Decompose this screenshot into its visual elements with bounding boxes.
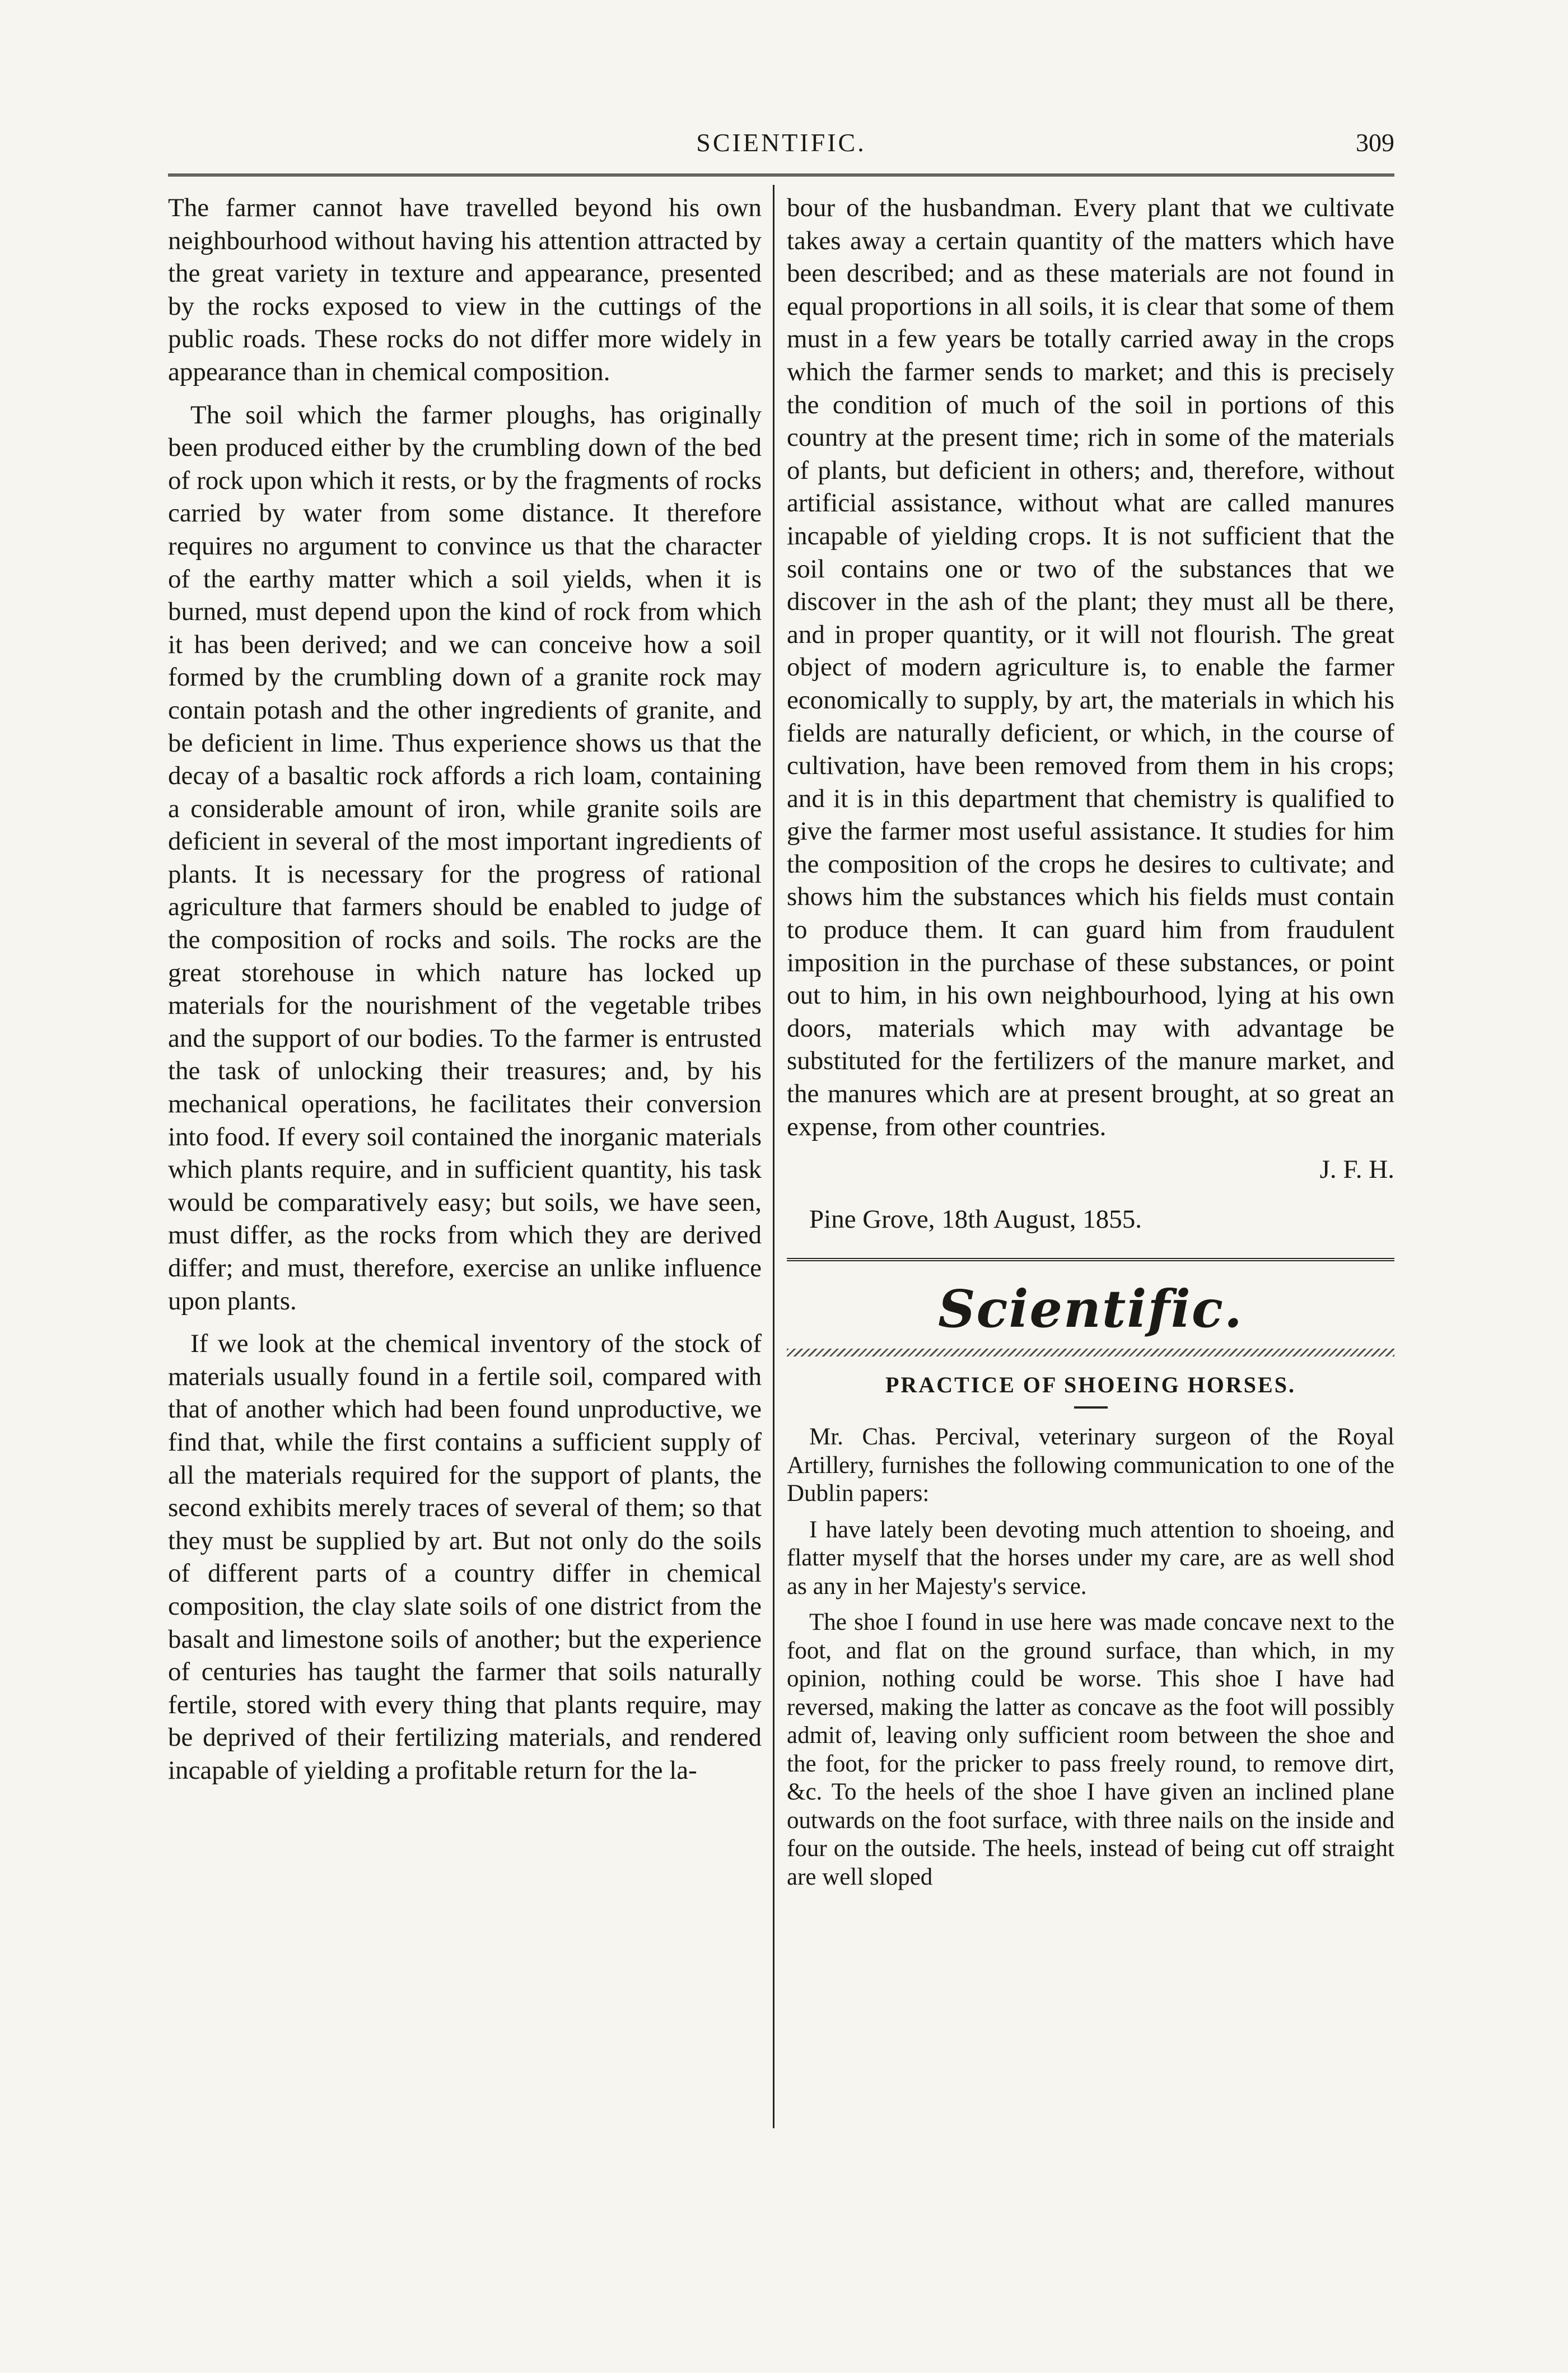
column-divider bbox=[773, 185, 774, 2128]
right-column bbox=[787, 192, 1394, 1899]
dateline: Pine Grove, 18th August, 1855. bbox=[809, 1204, 1142, 1234]
paragraph: The soil which the farmer ploughs, has originally been produced either by the crumbling down of the bed of rock upon which it rests, or by the fragments of rocks carried by water from some distance. It therefore requires no argument to convince us that the character of the earthy matter which a soil yields, when it is burned, must depend upon the kind of rock from which it has been derived; and we can conceive how a soil formed by the crumbling down of a granite rock may contain potash and the other ingredients of granite, and be deficient in lime. Thus experience shows us that the decay of a basaltic rock affords a rich loam, containing a considerable amount of iron, while granite soils are deficient in several of the most important ingredients of plants. It is necessary for the progress of rational agriculture that farmers should be enabled to judge of the composition of rocks and soils. The rocks are the great storehouse in which nature has locked up materials for the nourishment of the vegetable tribes and the support of our bodies. To the farmer is entrusted the task of unlocking their treasures; and, by his mechanical operations, he facilitates their conversion into food. If every soil contained the inorganic materials which plants require, and in sufficient quantity, his task would be comparatively easy; but soils, we have seen, must differ, as the rocks from which they are derived differ; and must, therefore, exercise an unlike influence upon plants. bbox=[168, 400, 762, 1316]
section-heading: Scientific. bbox=[938, 1279, 1243, 1340]
article-body bbox=[787, 1423, 1394, 1891]
author-signature: J. F. H. bbox=[1319, 1155, 1394, 1185]
paragraph: The farmer cannot have travelled beyond his own neighbourhood without having his attention attracted by the great variety in texture and appearance, presented by the rocks exposed to view in the cuttings of the public roads. These rocks do not differ more widely in appearance than in chemical composition. bbox=[168, 193, 762, 386]
paragraph: I have lately been devoting much attention to shoeing, and flatter myself that the horses under my care, are as well shod as any in her Majesty's service. bbox=[787, 1516, 1394, 1600]
left-column bbox=[168, 192, 762, 1797]
article-title: PRACTICE OF SHOEING HORSES. bbox=[885, 1372, 1296, 1398]
signoff bbox=[787, 1153, 1394, 1186]
paragraph-continuation: bour of the husbandman. Every plant that we cultivate takes away a certain quantity of the matters which have been described; and as these materials are not found in equal proportions in all soils, it is clear that some of them must in a few years be totally carried away in the crops which the farmer sends to market; and this is precisely the condition of much of the soil in portions of this country at the present time; rich in some of the materials of plants, but deficient in others; and, therefore, without artificial assistance, without what are called manures incapable of yielding crops. It is not sufficient that the soil contains one or two of the substances that we discover in the ash of the plant; they must all be there, and in proper quantity, or it will not flourish. The great object of modern agriculture is, to enable the farmer economically to supply, by art, the materials in which his fields are naturally deficient, or which, in the course of cultivation, have been removed from them in his crops; and it is in this department that chemistry is qualified to give the farmer most useful assistance. It studies for him the composition of the crops he desires to cultivate; and shows him the substances which his fields must contain to produce them. It can guard him from fraudulent imposition in the purchase of these substances, or point out to him, in his own neighbourhood, lying at his own doors, materials which may with advantage be substituted for the fertilizers of the manure market, and the manures which are at present brought, at so great an expense, from other countries. bbox=[787, 193, 1394, 1141]
paragraph: Mr. Chas. Percival, veterinary surgeon of the Royal Artillery, furnishes the following communication to one of the Dublin papers: bbox=[787, 1424, 1394, 1507]
section-rule bbox=[787, 1258, 1394, 1261]
running-title: SCIENTIFIC. bbox=[696, 128, 866, 157]
title-rule bbox=[1074, 1406, 1108, 1409]
header-rule bbox=[168, 174, 1394, 176]
page-number: 309 bbox=[1356, 128, 1394, 157]
page-header bbox=[168, 128, 1394, 167]
paragraph: The shoe I found in use here was made concave next to the foot, and flat on the ground surface, than which, in my opinion, nothing could be worse. This shoe I have had reversed, making the latter as concave as the foot will possibly admit of, leaving only sufficient room between the shoe and the foot, for the pricker to pass freely round, to remove dirt, &c. To the heels of the shoe I have given an inclined plane outwards on the foot surface, with three nails on the inside and four on the outside. The heels, instead of being cut off straight are well sloped bbox=[787, 1609, 1394, 1890]
wavy-rule bbox=[787, 1349, 1394, 1356]
paragraph: If we look at the chemical inventory of the stock of materials usually found in a fertile soil, compared with that of another which had been found unproductive, we find that, while the first contains a sufficient supply of all the materials required for the support of plants, the second exhibits merely traces of several of them; so that they must be supplied by art. But not only do the soils of different parts of a country differ in chemical composition, the clay slate soils of one district from the basalt and limestone soils of another; but the experience of centuries has taught the farmer that soils naturally fertile, stored with every thing that plants require, may be deprived of their fertilizing materials, and rendered incapable of yielding a profitable return for the la- bbox=[168, 1329, 762, 1785]
